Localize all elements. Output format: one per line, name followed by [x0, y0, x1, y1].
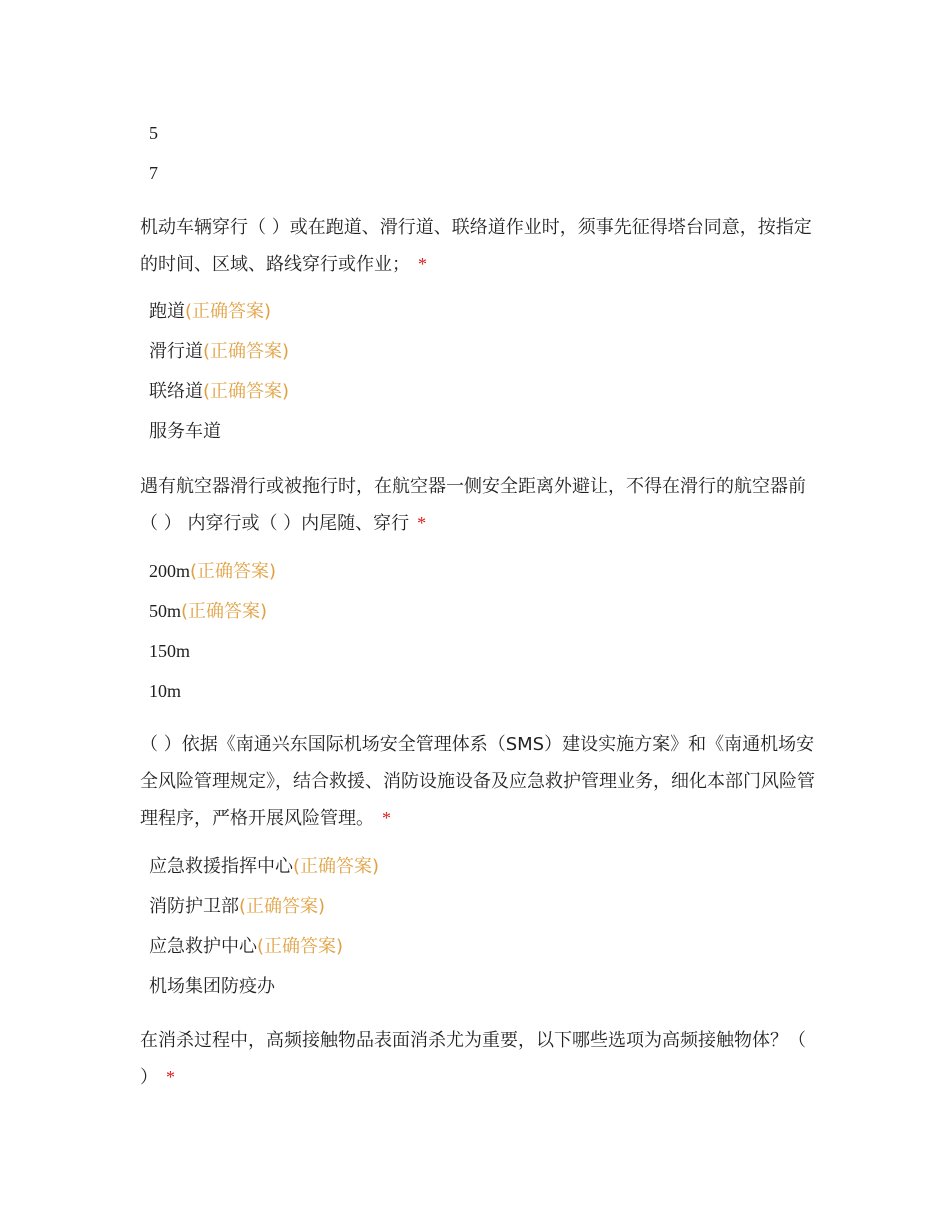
correct-answer-tag: (正确答案) — [203, 381, 290, 402]
option-label: 滑行道 — [149, 341, 203, 362]
option-label: 应急救援指挥中心 — [149, 856, 293, 877]
option-item[interactable] — [149, 599, 267, 624]
correct-answer-tag: (正确答案) — [257, 936, 344, 957]
option-item[interactable] — [149, 300, 271, 324]
option-item[interactable] — [149, 935, 343, 959]
correct-answer-tag: (正确答案) — [203, 341, 290, 362]
option-label: 7 — [149, 163, 158, 183]
correct-answer-tag: (正确答案) — [185, 301, 272, 322]
option-item[interactable] — [149, 679, 181, 704]
option-label: 机场集团防疫办 — [149, 976, 275, 997]
option-label: 消防护卫部 — [149, 896, 239, 917]
option-label: 联络道 — [149, 381, 203, 402]
option-label: 200m — [149, 561, 191, 581]
question-text: 在消杀过程中，高频接触物品表面消杀尤为重要，以下哪些选项为高频接触物体？（ ） * — [140, 1030, 806, 1088]
option-item[interactable] — [149, 420, 221, 444]
option-label: 10m — [149, 681, 182, 701]
option-item[interactable] — [149, 380, 289, 404]
option-item[interactable] — [149, 123, 158, 143]
option-item[interactable] — [149, 855, 379, 879]
option-label: 服务车道 — [149, 421, 221, 442]
correct-answer-tag: (正确答案) — [181, 601, 268, 622]
required-mark: * — [417, 513, 427, 533]
option-label: 50m — [149, 601, 182, 621]
option-label: 跑道 — [149, 301, 185, 322]
required-mark: * — [418, 254, 427, 274]
required-mark: * — [382, 808, 391, 828]
option-item[interactable] — [149, 163, 158, 183]
correct-answer-tag: (正确答案) — [190, 561, 277, 582]
option-label: 150m — [149, 641, 191, 661]
option-item[interactable] — [149, 639, 190, 664]
option-item[interactable] — [149, 559, 276, 584]
question-text: 遇有航空器滑行或被拖行时，在航空器一侧安全距离外避让，不得在滑行的航空器前（ ） 内穿行或（ ）内尾随、穿行 * — [140, 476, 806, 534]
option-item[interactable] — [149, 975, 275, 999]
option-label: 5 — [149, 123, 158, 143]
correct-answer-tag: (正确答案) — [293, 856, 380, 877]
required-mark: * — [166, 1067, 175, 1087]
option-label: 应急救护中心 — [149, 936, 257, 957]
correct-answer-tag: (正确答案) — [239, 896, 326, 917]
question-text: 机动车辆穿行（ ）或在跑道、滑行道、联络道作业时，须事先征得塔台同意，按指定的时间、区域、路线穿行或作业； * — [140, 217, 812, 275]
question-text: （ ）依据《南通兴东国际机场安全管理体系（SMS）建设实施方案》和《南通机场安全风险管理规定》，结合救援、消防设施设备及应急救护管理业务，细化本部门风险管理程序，严格开展风险管理。 * — [140, 734, 815, 829]
option-item[interactable] — [149, 895, 325, 919]
option-item[interactable] — [149, 340, 289, 364]
